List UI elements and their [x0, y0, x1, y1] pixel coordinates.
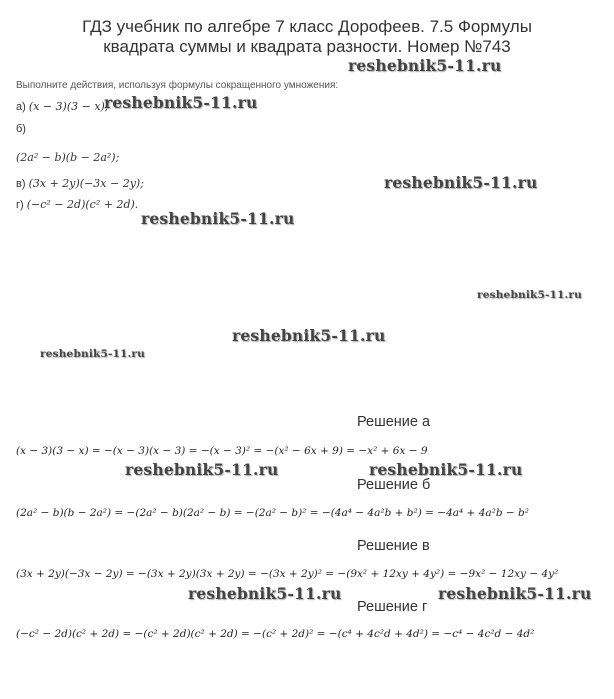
- watermark: reshebnik5-11.ru: [141, 209, 295, 228]
- task-b-label-row: [16, 123, 26, 135]
- watermark: reshebnik5-11.ru: [384, 173, 538, 192]
- solution-v-formula: (3x + 2y)(−3x − 2y) = −(3x + 2y)(3x + 2y) = −(3x + 2y)² = −(9x² + 12xy + 4y²) = −9x² − 12xy − 4y²: [16, 568, 559, 580]
- watermark: reshebnik5-11.ru: [232, 326, 386, 345]
- task-label: г): [16, 199, 24, 211]
- watermark: reshebnik5-11.ru: [125, 460, 279, 479]
- watermark: reshebnik5-11.ru: [477, 289, 582, 301]
- task-expression: (3x + 2y)(−3x − 2y);: [28, 177, 144, 190]
- watermark: reshebnik5-11.ru: [438, 584, 592, 603]
- solution-b-formula: (2a² − b)(b − 2a²) = −(2a² − b)(2a² − b) = −(2a² − b)² = −(4a⁴ − 4a²b + b²) = −4a⁴ + 4a²b − b²: [16, 507, 529, 519]
- solution-v-heading: Решение в: [357, 538, 430, 554]
- task-label: б): [16, 123, 26, 135]
- solution-g-heading: Решение г: [357, 599, 428, 615]
- task-expression: (x − 3)(3 − x);: [28, 100, 109, 113]
- task-label: в): [16, 178, 26, 190]
- solution-b-heading: Решение б: [357, 477, 431, 493]
- watermark: reshebnik5-11.ru: [104, 93, 258, 112]
- task-expression: (−c² − 2d)(c² + 2d).: [26, 198, 139, 211]
- solution-g-formula: (−c² − 2d)(c² + 2d) = −(c² + 2d)(c² + 2d) = −(c² + 2d)² = −(c⁴ + 4c²d + 4d²) = −c⁴ − 4c²d − 4d²: [16, 628, 535, 640]
- page-title-line-2: квадрата суммы и квадрата разности. Номер №743: [103, 37, 511, 56]
- watermark: reshebnik5-11.ru: [188, 584, 342, 603]
- page-title: [0, 17, 614, 57]
- task-expression: (2a² − b)(b − 2a²);: [16, 151, 120, 164]
- task-b: [16, 151, 119, 164]
- task-label: а): [16, 101, 26, 113]
- solution-a-formula: (x − 3)(3 − x) = −(x − 3)(x − 3) = −(x − 3)² = −(x² − 6x + 9) = −x² + 6x − 9: [16, 445, 428, 457]
- solution-a-heading: Решение а: [357, 414, 431, 430]
- task-intro: Выполните действия, используя формулы сокращенного умножения:: [16, 80, 339, 91]
- task-v: [16, 177, 144, 190]
- page-title-line-1: ГДЗ учебник по алгебре 7 класс Дорофеев. 7.5 Формулы: [82, 17, 532, 36]
- watermark: reshebnik5-11.ru: [369, 460, 523, 479]
- watermark: reshebnik5-11.ru: [348, 56, 502, 75]
- watermark: reshebnik5-11.ru: [40, 348, 145, 360]
- task-a: [16, 100, 109, 113]
- task-g: [16, 198, 138, 211]
